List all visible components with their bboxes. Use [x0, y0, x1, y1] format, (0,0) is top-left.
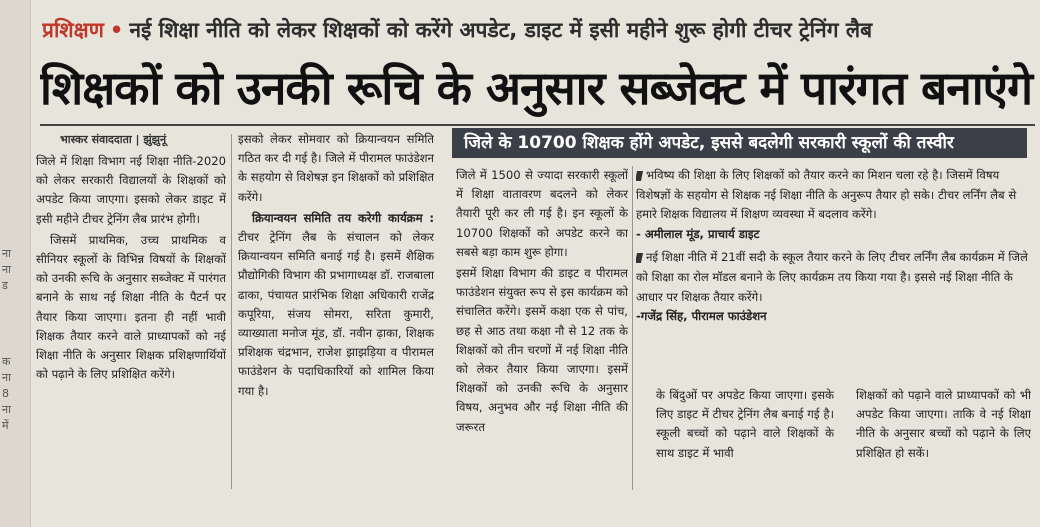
- edge-text: 8: [2, 387, 9, 400]
- paragraph: जिले में 1500 से ज्यादा सरकारी स्कूलों में शिक्षा वातावरण बदलने को लेकर तैयारी पूरी कर ली गई है। इन स्कूलों के 10700 शिक्षकों को अपडेट करने का सबसे बड़ा काम शुरू होगा।: [456, 168, 628, 259]
- article-column-4: [656, 386, 834, 492]
- kicker-tag: प्रशिक्षण: [42, 18, 104, 42]
- column-divider: [231, 134, 232, 489]
- paragraph: इसमें शिक्षा विभाग की डाइट व पीरामल फाउंडेशन संयुक्त रूप से इस कार्यक्रम को संचालित करेंगे। इसमें कक्षा एक से पांच, छह से आठ तथा कक्षा नौ से 12 तक के शिक्षकों को तीन चरणों में नई शिक्षा नीति को लेकर तैयार किया जाएगा। इसमें शिक्षकों को उनकी रूचि के अनुसार विषय, अनुभव और नई शिक्षा नीति की जरूरत: [456, 266, 628, 434]
- headline: शिक्षकों को उनकी रूचि के अनुसार सब्जेक्ट में पारंगत बनाएंगे: [40, 61, 1032, 115]
- paragraph: के बिंदुओं पर अपडेट किया जाएगा। इसके लिए डाइट में टीचर ट्रेनिंग लैब बनाई गई है। स्कूली बच्चों को पढ़ाने वाले शिक्षकों के साथ डाइट में भावी: [656, 388, 834, 460]
- quote-attribution: -गजेंद्र सिंह, पीरामल फाउंडेशन: [636, 309, 767, 324]
- article-column-3: [456, 166, 628, 492]
- quote-attribution: - अमीलाल मूंड, प्राचार्य डाइट: [636, 226, 760, 241]
- edge-text: ना: [2, 263, 11, 276]
- article-column-5: [856, 386, 1031, 492]
- column-divider: [632, 166, 633, 490]
- subheading: क्रियान्वयन समिति तय करेगी कार्यक्रम :: [252, 210, 434, 225]
- adjacent-column-fragment: [0, 0, 31, 527]
- paragraph: जिसमें प्राथमिक, उच्च प्राथमिक व सीनियर स्कूलों के विभिन्न विषयों के शिक्षकों को उनकी रूचि के अनुसार सब्जेक्ट में पारंगत बनाने के साथ नई शिक्षा नीति के पैटर्न पर तैयार किया जाएगा। इतना ही नहीं भावी शिक्षक तैयार करने वाले प्राध्यापकों को नई शिक्षा नीति के अनुसार शिक्षक प्रशिक्षणार्थियों को पढ़ाने के लिए प्रशिक्षित करेंगे।: [36, 232, 226, 382]
- kicker-text: नई शिक्षा नीति को लेकर शिक्षकों को करेंगे अपडेट, डाइट में इसी महीने शुरू होगी टीचर ट्रेनिंग लैब: [129, 18, 873, 42]
- paragraph: टीचर ट्रेनिंग लैब के संचालन को लेकर क्रियान्वयन समिति बनाई गई है। इसमें शैक्षिक प्रौद्योगिकी विभाग की प्रभागाध्यक्ष डॉ. राजबाला ढाका, पंचायत प्रारंभिक शिक्षा अधिकारी राजेंद्र कपूरिया, संजय सोमरा, सरिता कुमारी, व्याख्याता मनोज मूंड, डॉ. नवीन ढ़ाका, शिक्षक प्रशिक्षक चंद्रभान, राजेश झाझड़िया व पीरामल फाउंडेशन के पदाधिकारियों को शामिल किया गया है।: [238, 230, 434, 398]
- quotes-box: [636, 166, 1031, 376]
- section-banner: जिले के 10700 शिक्षक होंगे अपडेट, इससे बदलेगी सरकारी स्कूलों की तस्वीर: [452, 128, 1027, 158]
- edge-text: में: [2, 419, 9, 432]
- paragraph: इसको लेकर सोमवार को क्रियान्वयन समिति गठित कर दी गई है। जिले में पीरामल फाउंडेशन के सहयोग से विशेषज्ञ इन शिक्षकों को प्रशिक्षित करेंगे।: [238, 132, 434, 204]
- quote-bullet-icon: [636, 171, 643, 181]
- paragraph: शिक्षकों को पढ़ाने वाले प्राध्यापकों को भी अपडेट किया जाएगा। ताकि वे नई शिक्षा नीति के अनुसार बच्चों को पढ़ाने के लिए प्रशिक्षित हो सकें।: [856, 388, 1031, 460]
- article-column-2: [238, 130, 434, 492]
- byline: भास्कर संवाददाता | झुंझुनूं: [60, 133, 167, 146]
- edge-text: ना: [2, 403, 11, 416]
- kicker-bullet: •: [109, 18, 124, 42]
- edge-text: ड: [2, 279, 8, 292]
- edge-text: ना: [2, 247, 11, 260]
- edge-text: ना: [2, 371, 11, 384]
- edge-text: क: [2, 355, 11, 368]
- headline-rule: [40, 124, 1035, 126]
- quote-text: भविष्य की शिक्षा के लिए शिक्षकों को तैयार करने का मिशन चला रहे है। जिसमें विषय विशेषज्ञों के सहयोग से शिक्षक नई शिक्षा नीति के अनुरूप तैयार हो सके। टीचर लर्निंग लैब से हमारे शिक्षक विद्यालय में शिक्षण व्यवस्था में बदलाव करेंगे।: [636, 168, 1017, 222]
- kicker-line: [42, 8, 1032, 52]
- paragraph: जिले में शिक्षा विभाग नई शिक्षा नीति-2020 को लेकर सरकारी विद्यालयों के शिक्षकों को अपडेट किया जाएगा। इसको लेकर डाइट में इसी महीने टीचर ट्रेनिंग लैब प्रारंभ होगी।: [36, 154, 226, 226]
- quote-bullet-icon: [636, 253, 643, 263]
- article-column-1: [36, 152, 226, 492]
- quote-text: नई शिक्षा नीति में 21वीं सदी के स्कूल तैयार करने के लिए टीचर लर्निंग लैब कार्यक्रम में जिले को शिक्षा का रोल मॉडल बनाने के लिए कार्यक्रम तय किया गया है। इससे नई शिक्षा नीति के आधार पर शिक्षक तैयार करेंगे।: [636, 250, 1028, 304]
